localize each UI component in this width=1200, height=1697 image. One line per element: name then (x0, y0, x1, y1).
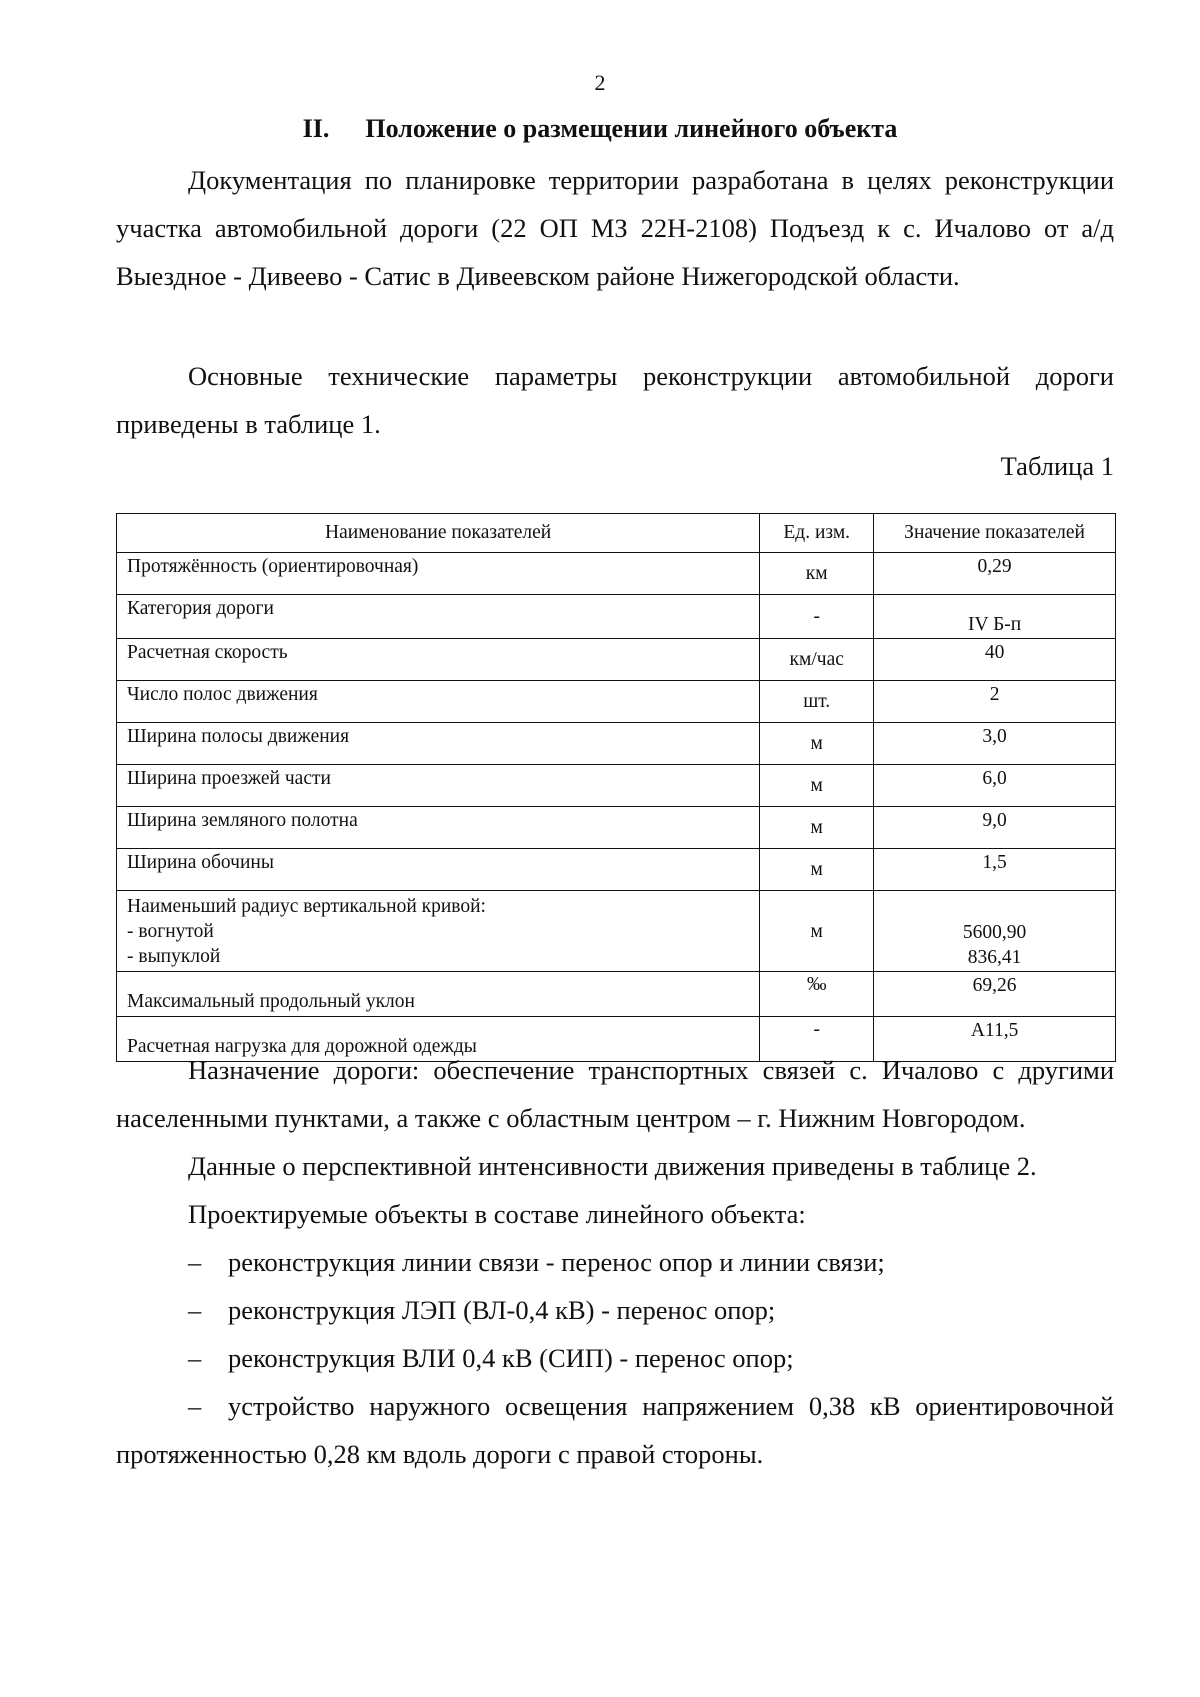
table-row (117, 639, 1116, 681)
row-value: А11,5 (874, 1017, 1116, 1062)
section-number: II. (302, 114, 330, 143)
objects-paragraph: Проектируемые объекты в составе линейного объекта: (188, 1199, 806, 1229)
list-dash: – (188, 1247, 202, 1277)
params-paragraph: Основные технические параметры реконструкции автомобильной дороги приведены в таблице 1. (116, 361, 1114, 439)
row-name: Ширина полосы движения (117, 723, 760, 765)
list-item (116, 1286, 1114, 1334)
header-name: Наименование показателей (117, 514, 760, 553)
list-item (116, 1238, 1114, 1286)
row-name-sub-concave: - вогнутой (127, 921, 214, 942)
row-unit: шт. (760, 681, 874, 723)
table-row (117, 972, 1116, 1017)
row-unit: - (760, 1017, 874, 1062)
row-value: 69,26 (874, 972, 1116, 1017)
row-unit: ‰ (760, 972, 874, 1017)
table-row (117, 765, 1116, 807)
row-name: Ширина земляного полотна (117, 807, 760, 849)
row-value (874, 891, 1116, 972)
table-row (117, 681, 1116, 723)
list-item-text: реконструкция ВЛИ 0,4 кВ (СИП) - перенос опор; (228, 1343, 794, 1373)
list-dash: – (188, 1343, 202, 1373)
row-unit: - (760, 595, 874, 639)
list-item (116, 1334, 1114, 1382)
table-row (117, 595, 1116, 639)
intro-paragraph: Документация по планировке территории разработана в целях реконструкции участка автомобильной дороги (22 ОП МЗ 22Н-2108) Подъезд к с. Ичалово от а/д Выездное - Дивеево - Сатис в Дивеевском районе Нижегородской области. (116, 165, 1114, 291)
row-name: Протяжённость (ориентировочная) (117, 553, 760, 595)
row-value: IV Б-п (874, 595, 1116, 639)
row-value-convex: 836,41 (967, 947, 1022, 968)
table-row (117, 807, 1116, 849)
row-unit: м (760, 765, 874, 807)
row-name-sub-convex: - выпуклой (127, 946, 221, 967)
row-name: Расчетная скорость (117, 639, 760, 681)
intro-block (116, 156, 1114, 300)
intensity-paragraph: Данные о перспективной интенсивности движения приведены в таблице 2. (188, 1151, 1037, 1181)
row-unit: км (760, 553, 874, 595)
header-unit: Ед. изм. (760, 514, 874, 553)
row-name: Число полос движения (117, 681, 760, 723)
main-text-block (116, 1046, 1114, 1478)
list-dash: – (188, 1391, 202, 1421)
row-name: Максимальный продольный уклон (117, 972, 760, 1017)
table-row (117, 723, 1116, 765)
row-value: 0,29 (874, 553, 1116, 595)
list-item-text: реконструкция ЛЭП (ВЛ-0,4 кВ) - перенос опор; (228, 1295, 776, 1325)
row-unit: м (760, 891, 874, 972)
list-item-text: реконструкция линии связи - перенос опор и линии связи; (228, 1247, 885, 1277)
table-caption: Таблица 1 (1000, 451, 1114, 481)
params-block (116, 352, 1114, 448)
row-value: 1,5 (874, 849, 1116, 891)
table-row (117, 553, 1116, 595)
row-name: Ширина обочины (117, 849, 760, 891)
row-value: 3,0 (874, 723, 1116, 765)
row-name: Категория дороги (117, 595, 760, 639)
parameters-table (116, 513, 1116, 1062)
row-value: 9,0 (874, 807, 1116, 849)
purpose-paragraph: Назначение дороги: обеспечение транспортных связей с. Ичалово с другими населенными пунктами, а также с областным центром – г. Нижним Новгородом. (116, 1055, 1114, 1133)
list-item-text: устройство наружного освещения напряжением 0,38 кВ ориентировочной протяженностью 0,28 км вдоль дороги с правой стороны. (116, 1391, 1114, 1469)
row-name: Расчетная нагрузка для дорожной одежды (117, 1017, 760, 1062)
table-row (117, 849, 1116, 891)
row-value-concave: 5600,90 (962, 922, 1027, 943)
row-unit: м (760, 849, 874, 891)
list-item (116, 1382, 1114, 1478)
list-dash: – (188, 1295, 202, 1325)
row-value: 40 (874, 639, 1116, 681)
row-name-main: Наименьший радиус вертикальной кривой: (127, 896, 486, 917)
row-unit: м (760, 807, 874, 849)
row-name: Ширина проезжей части (117, 765, 760, 807)
section-heading (0, 114, 1200, 144)
header-value: Значение показателей (874, 514, 1116, 553)
row-value: 6,0 (874, 765, 1116, 807)
table-row (117, 891, 1116, 972)
table-header-row (117, 514, 1116, 553)
page-number: 2 (594, 70, 606, 95)
section-title: Положение о размещении линейного объекта (365, 114, 898, 143)
row-unit: км/час (760, 639, 874, 681)
row-value: 2 (874, 681, 1116, 723)
row-name (117, 891, 760, 972)
row-unit: м (760, 723, 874, 765)
